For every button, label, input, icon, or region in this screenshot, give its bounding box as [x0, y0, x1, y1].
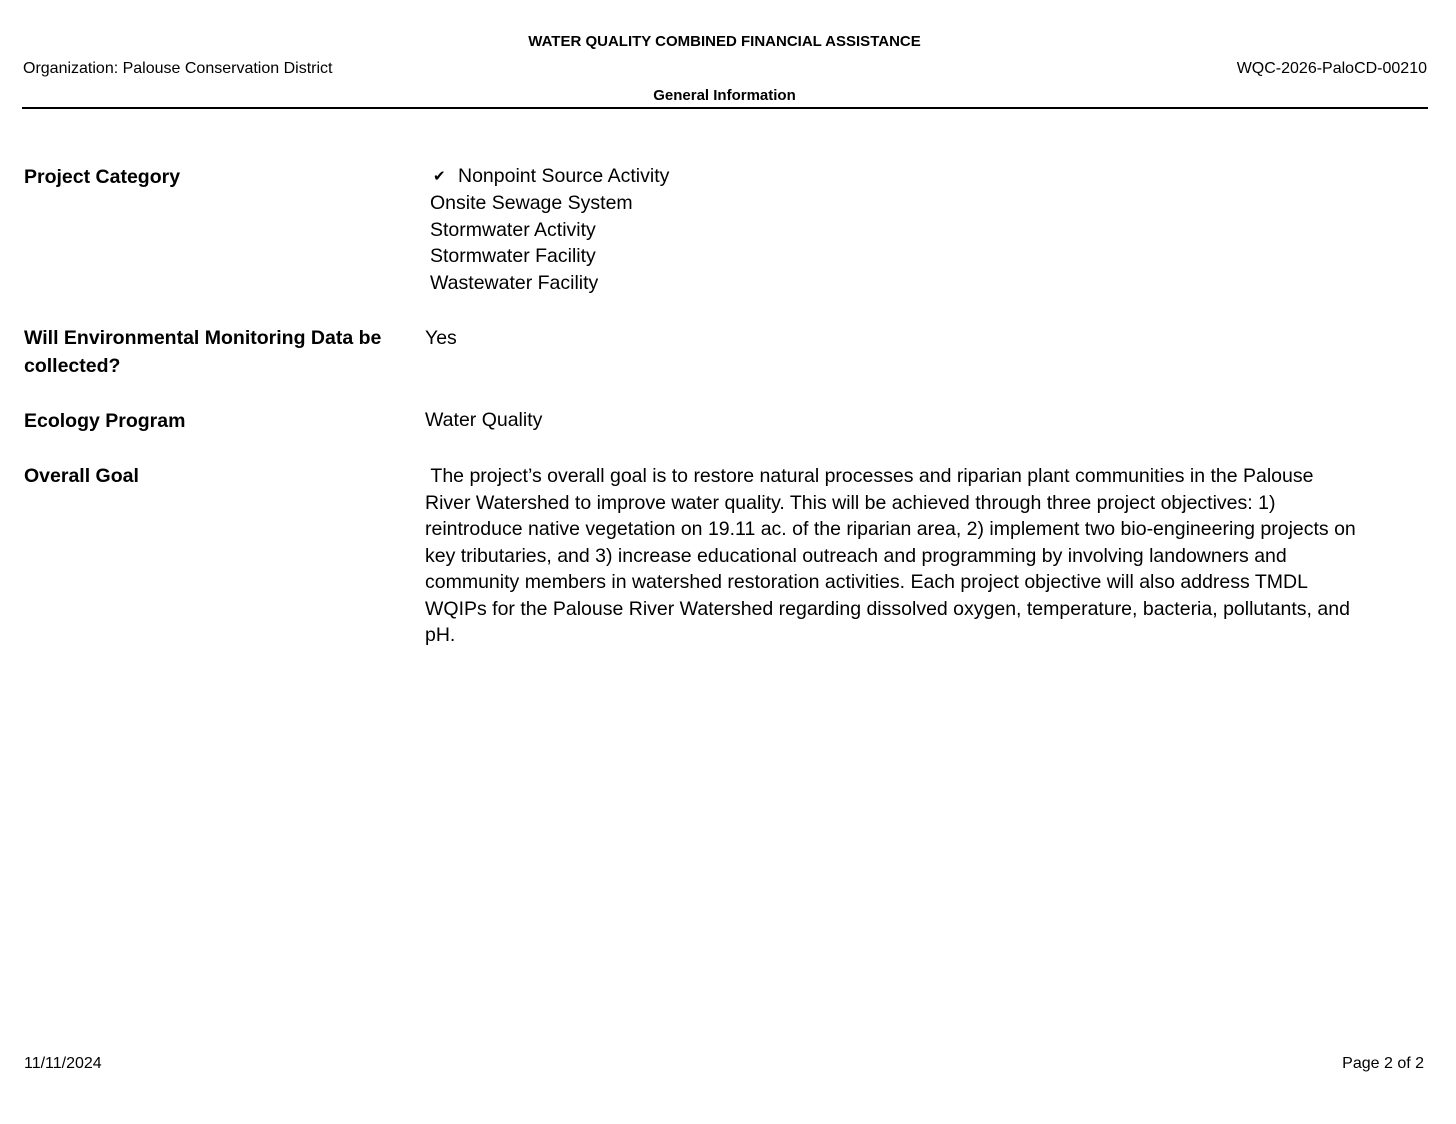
monitoring-label: Will Environmental Monitoring Data be collected? — [24, 327, 382, 377]
header-divider — [22, 107, 1428, 109]
category-option — [430, 163, 669, 190]
check-icon: ✔ — [433, 168, 446, 185]
category-option-label: Nonpoint Source Activity — [458, 165, 670, 187]
ecology-program-value: Water Quality — [425, 409, 543, 431]
category-option — [430, 190, 669, 217]
project-category-label: Project Category — [24, 166, 181, 188]
ecology-program-label: Ecology Program — [24, 410, 186, 432]
project-category-list — [430, 163, 669, 297]
footer-date: 11/11/2024 — [24, 1055, 102, 1072]
category-option-label: Onsite Sewage System — [430, 191, 633, 214]
page-number: Page 2 of 2 — [1342, 1055, 1424, 1072]
monitoring-value: Yes — [425, 327, 457, 349]
reference-id: WQC-2026-PaloCD-00210 — [1236, 60, 1427, 77]
category-option — [430, 243, 669, 270]
category-option — [430, 270, 669, 297]
category-option — [430, 217, 669, 244]
category-option-label: Stormwater Activity — [430, 218, 596, 241]
overall-goal-text: The project’s overall goal is to restore natural processes and riparian plant communities in the Palouse River Watershed to improve water quality. This will be achieved through three project objectives: 1) reintroduce native vegetation on 19.11 ac. of the riparian area, 2) implement two bio-engineering projects on key tributaries, and 3) increase educational outreach and programming by involving landowners and community members in watershed restoration activities. Each project objective will also address TMDL WQIPs for the Palouse River Watershed regarding dissolved oxygen, temperature, bacteria, pollutants, and pH. — [425, 465, 1362, 646]
section-title: General Information — [653, 87, 796, 104]
category-option-label: Wastewater Facility — [430, 272, 599, 295]
overall-goal-label: Overall Goal — [24, 465, 139, 487]
category-option-label: Stormwater Facility — [430, 245, 596, 268]
organization-name: Organization: Palouse Conservation District — [23, 60, 333, 77]
document-title: WATER QUALITY COMBINED FINANCIAL ASSISTANCE — [528, 33, 921, 50]
